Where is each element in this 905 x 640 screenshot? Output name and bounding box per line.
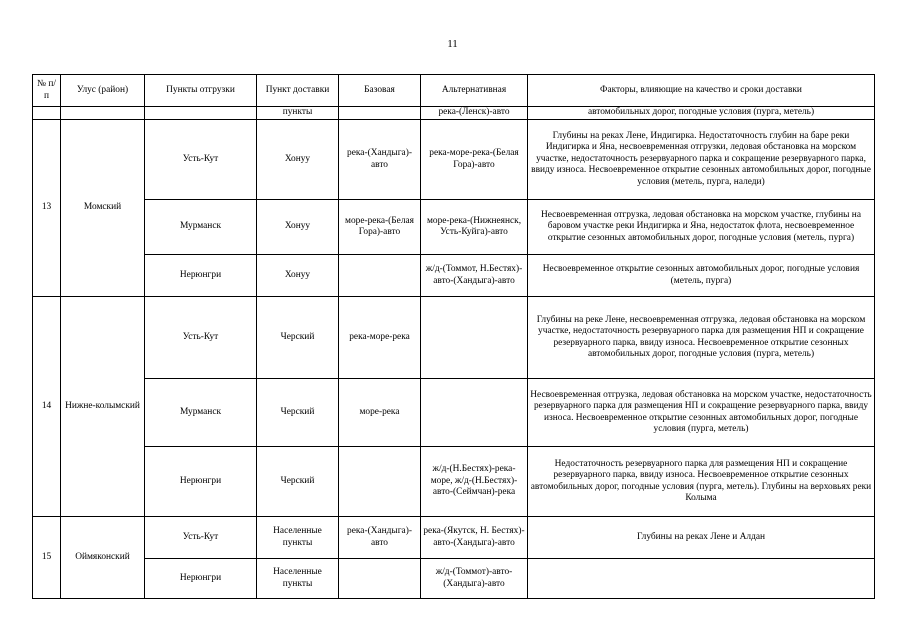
cell-alt: ж/д-(Томмот)-авто-(Хандыга)-авто	[421, 559, 528, 599]
cell-factors: Глубины на реках Лене, Индигирка. Недостаточность глубин на баре реки Индигирка и Яна, несвоевременная отгрузки, ледовая обстановка на морском участке, недостаточность резервуарного парка и сокращение резервуарного парка, ввиду износа. Несвоевременное открытие сезонных автомобильных дорог, погодные условия (метель, пурга, наледи)	[528, 120, 875, 200]
header-row	[33, 75, 875, 107]
table-row	[33, 107, 875, 120]
cell-factors	[528, 559, 875, 599]
cell-delivery: Черский	[257, 447, 339, 517]
cell-num: 15	[33, 517, 61, 599]
header-num: № п/п	[33, 75, 61, 107]
cell-shipment: Усть-Кут	[145, 517, 257, 559]
cell-factors: Несвоевременная отгрузка, ледовая обстановка на морском участке, недостаточность резервуарного парка для размещения НП и сокращение резервуарного парка, ввиду износа. Несвоевременное открытие сезонных автомобильных дорог, погодные условия (пурга, метель)	[528, 379, 875, 447]
cell-shipment: Мурманск	[145, 200, 257, 255]
header-delivery: Пункт доставки	[257, 75, 339, 107]
cell-alt: река-море-река-(Белая Гора)-авто	[421, 120, 528, 200]
cell-base: река-(Хандыга)-авто	[339, 517, 421, 559]
cell-shipment: Усть-Кут	[145, 297, 257, 379]
page-number: 11	[447, 38, 458, 50]
cell-ulus: Нижне-колымский	[61, 297, 145, 517]
cell-alt: река-(Ленск)-авто	[421, 107, 528, 120]
table-row	[33, 255, 875, 297]
cell-alt	[421, 297, 528, 379]
cell-factors: Глубины на реке Лене, несвоевременная отгрузка, ледовая обстановка на морском участке, недостаточность резервуарного парка для размещения НП и сокращение резервуарного парка, ввиду износа. Несвоевременное открытие сезонных автомобильных дорог, погодные условия (пурга, метель)	[528, 297, 875, 379]
table-row	[33, 379, 875, 447]
cell-factors: автомобильных дорог, погодные условия (пурга, метель)	[528, 107, 875, 120]
cell-ulus: Оймяконский	[61, 517, 145, 599]
cell-alt: река-(Якутск, Н. Бестях)-авто-(Хандыга)-авто	[421, 517, 528, 559]
cell-delivery: Хонуу	[257, 120, 339, 200]
cell-alt: ж/д-(Томмот, Н.Бестях)-авто-(Хандыга)-авто	[421, 255, 528, 297]
cell-factors: Глубины на реках Лене и Алдан	[528, 517, 875, 559]
cell-factors: Несвоевременная отгрузка, ледовая обстановка на морском участке, глубины на баровом участке реки Индигирка и Яна, недостаток флота, несвоевременное открытие сезонных автомобильных дорог, погодные условия (метель, пурга)	[528, 200, 875, 255]
header-factors: Факторы, влияющие на качество и сроки доставки	[528, 75, 875, 107]
table-row	[33, 297, 875, 379]
header-shipment: Пункты отгрузки	[145, 75, 257, 107]
cell-alt	[421, 379, 528, 447]
header-alt: Альтернативная	[421, 75, 528, 107]
cell-factors: Недостаточность резервуарного парка для размещения НП и сокращение резервуарного парка, ввиду износа. Несвоевременное открытие сезонных автомобильных дорог, погодные условия (пурга, метель). Глубины на верховьях реки Колыма	[528, 447, 875, 517]
cell-delivery: Черский	[257, 379, 339, 447]
cell-factors: Несвоевременное открытие сезонных автомобильных дорог, погодные условия (метель, пурга)	[528, 255, 875, 297]
header-ulus: Улус (район)	[61, 75, 145, 107]
cell-shipment: Усть-Кут	[145, 120, 257, 200]
header-base: Базовая	[339, 75, 421, 107]
table-row	[33, 559, 875, 599]
cell-base	[339, 255, 421, 297]
cell-shipment: Мурманск	[145, 379, 257, 447]
cell-delivery: Населенные пункты	[257, 517, 339, 559]
table-row	[33, 120, 875, 200]
cell-num: 13	[33, 120, 61, 297]
cell-delivery: Хонуу	[257, 200, 339, 255]
cell-delivery: Черский	[257, 297, 339, 379]
cell-shipment: Нерюнгри	[145, 447, 257, 517]
table-row	[33, 517, 875, 559]
cell-delivery: Населенные пункты	[257, 559, 339, 599]
cell-ulus: Момский	[61, 120, 145, 297]
cell-base: река-море-река	[339, 297, 421, 379]
delivery-schemes-table	[32, 74, 875, 599]
cell-base: море-река	[339, 379, 421, 447]
cell-num: 14	[33, 297, 61, 517]
cell-base: море-река-(Белая Гора)-авто	[339, 200, 421, 255]
cell-delivery: пункты	[257, 107, 339, 120]
cell-alt: ж/д-(Н.Бестях)-река-море, ж/д-(Н.Бестях)-авто-(Сеймчан)-река	[421, 447, 528, 517]
cell-base	[339, 447, 421, 517]
cell-alt: море-река-(Нижнеянск, Усть-Куйга)-авто	[421, 200, 528, 255]
cell-base: река-(Хандыга)-авто	[339, 120, 421, 200]
cell-shipment: Нерюнгри	[145, 255, 257, 297]
table-row	[33, 200, 875, 255]
cell-delivery: Хонуу	[257, 255, 339, 297]
cell-base	[339, 559, 421, 599]
cell-shipment: Нерюнгри	[145, 559, 257, 599]
table-row	[33, 447, 875, 517]
